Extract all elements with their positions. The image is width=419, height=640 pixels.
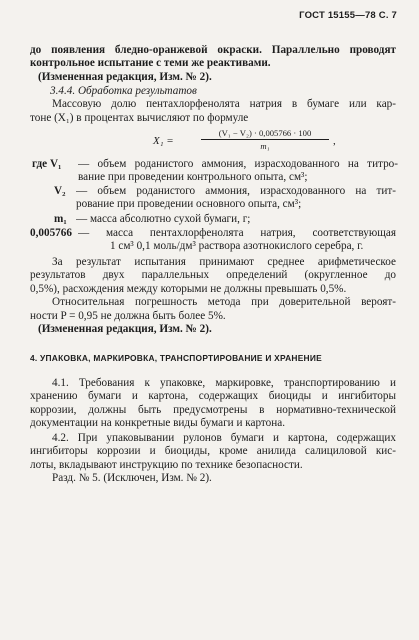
body-line: Массовую долю пентахлорфенолята натрия в бумаге или кар- xyxy=(52,98,396,111)
formula-lhs: X₁ = xyxy=(153,135,174,147)
revision-note: (Измененная редакция, Изм. № 2). xyxy=(38,70,212,83)
definition-symbol: V₂ xyxy=(54,185,66,197)
fraction-bar xyxy=(201,139,329,140)
intro-line: контрольное испытание с теми же реактивами. xyxy=(30,57,271,70)
body-line: тоне (X₁) в процентах вычисляют по формуле xyxy=(30,111,249,124)
body-line: коррозии, должны быть предусмотрены в нормативно-технической xyxy=(30,403,396,416)
body-line: 4.2. При упаковывании рулонов бумаги и картона, содержащих xyxy=(52,432,396,444)
intro-paragraph xyxy=(30,44,396,84)
definition-line: — объем роданистого аммония, израсходованного на титро- xyxy=(78,158,398,170)
formula xyxy=(153,128,373,154)
body-line: документации на конкретные виды бумаги и картона. xyxy=(30,417,286,430)
definition-line: рование при проведении основного опыта, см³; xyxy=(76,198,302,211)
body-line: 4.1. Требования к упаковке, маркировке, транспортированию и xyxy=(52,377,396,389)
formula-numerator: (V₁ − V₂) · 0,005766 · 100 xyxy=(218,128,312,138)
formula-fraction xyxy=(201,128,329,151)
definition-line: — масса абсолютно сухой бумаги, г; xyxy=(76,213,251,225)
section-heading: 3.4.4. Обработка результатов xyxy=(50,85,197,97)
definition-m1 xyxy=(30,213,396,226)
formula-tail: , xyxy=(333,135,336,147)
page-number: С. 7 xyxy=(378,10,397,21)
standard-number: ГОСТ 15155—78 xyxy=(299,10,376,21)
excluded-note: Разд. № 5. (Исключен, Изм. № 2). xyxy=(52,472,212,485)
definition-coefficient xyxy=(30,227,396,254)
body-line: хранению бумаги и картона, содержащих биоциды и ингибиторы xyxy=(30,390,396,403)
section-3-4-4 xyxy=(30,85,396,125)
result-paragraph xyxy=(30,256,396,336)
body-line: лоты, вкладывают инструкцию по технике безопасности. xyxy=(30,458,303,471)
formula-denominator: m₁ xyxy=(260,141,270,151)
definition-symbol: m₁ xyxy=(54,213,67,225)
definition-v2 xyxy=(30,185,396,212)
definition-v1 xyxy=(32,158,398,185)
revision-note: (Измененная редакция, Изм. № 2). xyxy=(38,323,212,336)
definition-symbol: где V₁ xyxy=(32,158,62,170)
paragraph-4-2 xyxy=(30,432,396,486)
definition-symbol: 0,005766 xyxy=(30,227,72,239)
body-line: 0,5%), расхождения между которыми не должны превышать 0,5%. xyxy=(30,282,347,295)
body-line: ности P = 0,95 не должна быть более 5%. xyxy=(30,309,226,322)
body-line: За результат испытания принимают среднее арифметическое xyxy=(52,256,396,268)
body-line: результатов двух параллельных определений (округленное до xyxy=(30,269,396,282)
paragraph-4-1 xyxy=(30,377,396,431)
definition-line: — масса пентахлорфенолята натрия, соответствующая xyxy=(78,227,396,239)
section-4-title: 4. УПАКОВКА, МАРКИРОВКА, ТРАНСПОРТИРОВАНИЕ И ХРАНЕНИЕ xyxy=(30,353,322,363)
body-line: Относительная погрешность метода при доверительной вероят- xyxy=(52,296,396,309)
definition-line: — объем роданистого аммония, израсходованного на тит- xyxy=(76,185,396,197)
definition-line: 1 см³ 0,1 моль/дм³ раствора азотнокислого серебра, г. xyxy=(110,240,364,253)
body-line: ингибиторы коррозии и биоциды, кроме анилида салициловой кис- xyxy=(30,445,396,458)
definition-line: вание при проведении контрольного опыта, см³; xyxy=(78,171,308,184)
page-header xyxy=(299,10,397,21)
intro-line: до появления бледно-оранжевой окраски. Параллельно проводят xyxy=(30,44,396,56)
